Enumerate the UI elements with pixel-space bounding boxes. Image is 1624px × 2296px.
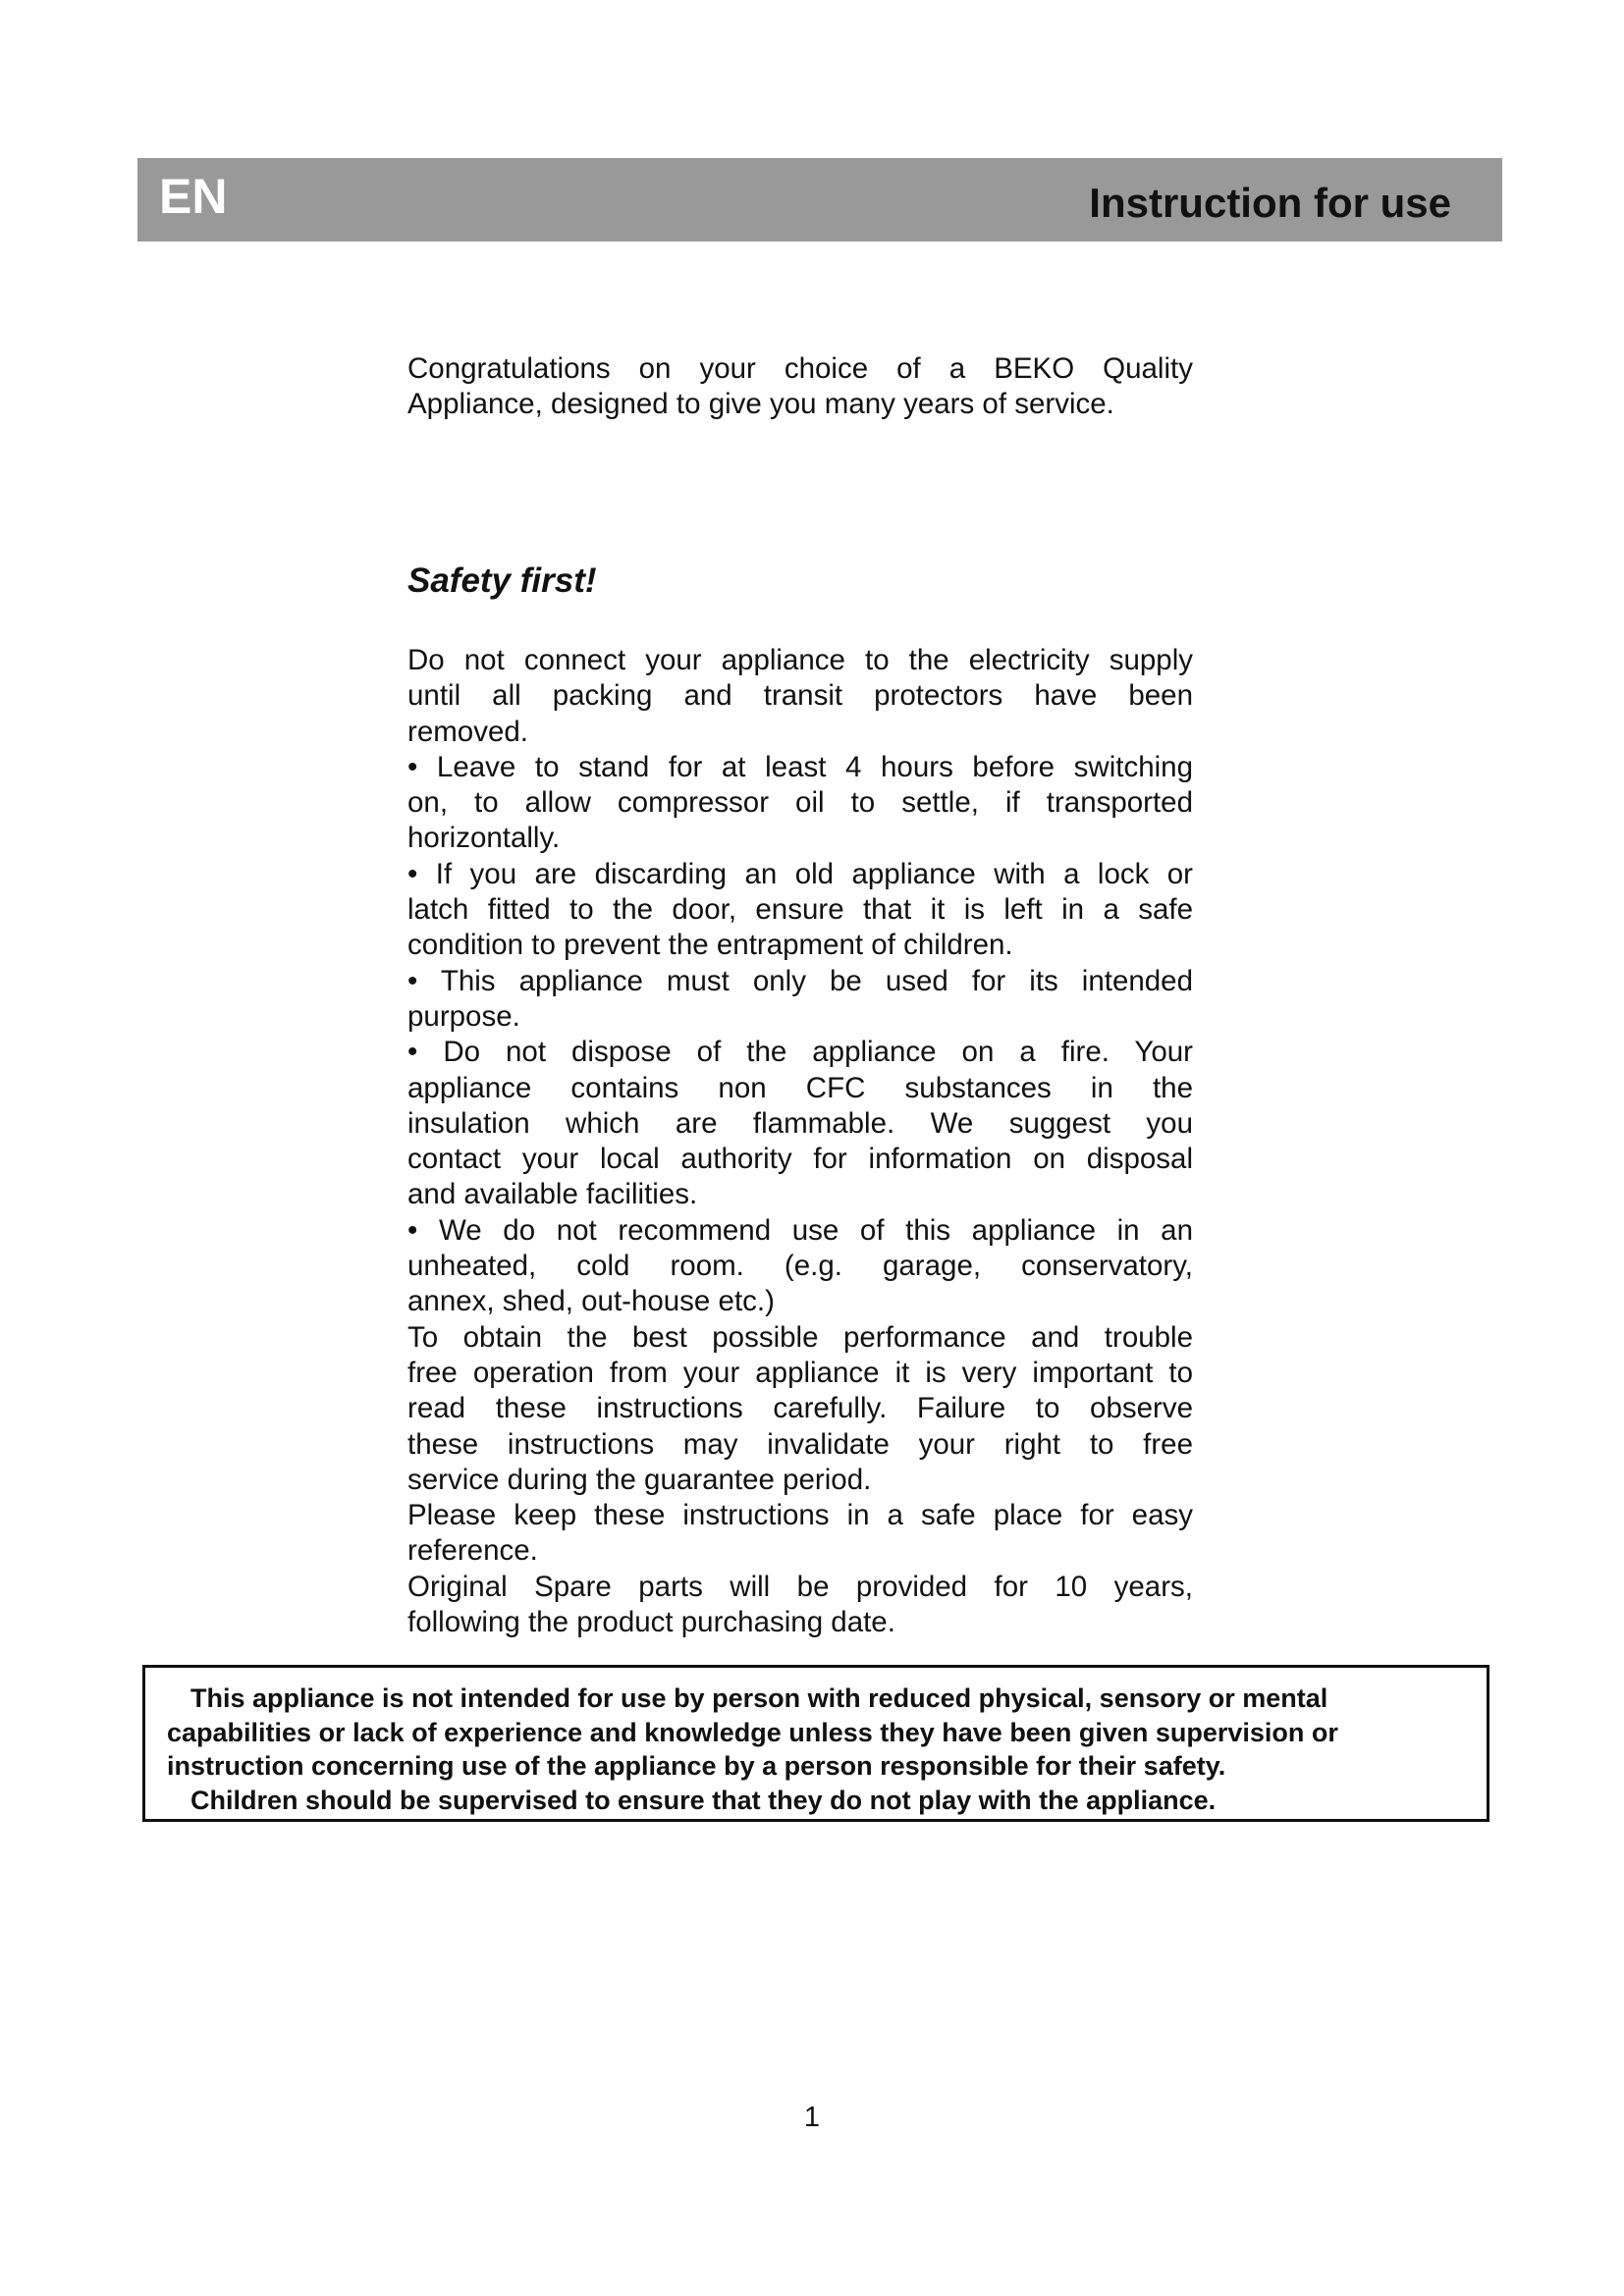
text-line: annex, shed, out-house etc.)	[407, 1285, 775, 1318]
document-title: Instruction for use	[1089, 180, 1451, 226]
safety-notice-box	[142, 1665, 1489, 1822]
text-line: contact your local authority for information on disposal	[407, 1143, 1193, 1176]
text-line: until all packing and transit protectors have been	[407, 679, 1193, 713]
intro-paragraph	[407, 351, 1193, 423]
notice-line: Children should be supervised to ensure that they do not play with the appliance.	[190, 1785, 1217, 1815]
text-line: • We do not recommend use of this appliance in an	[407, 1213, 1193, 1247]
safety-paragraph-performance	[407, 1320, 1193, 1498]
text-line: free operation from your appliance it is very important to	[407, 1356, 1193, 1389]
intro-line: Appliance, designed to give you many years of service.	[407, 388, 1114, 421]
safety-paragraph-keep-instructions	[407, 1498, 1193, 1570]
safety-heading: Safety first!	[407, 561, 597, 600]
notice-line: capabilities or lack of experience and knowledge unless they have been given supervision or	[167, 1717, 1338, 1747]
header-bar	[137, 158, 1502, 241]
notice-text	[167, 1682, 1467, 1817]
text-line: • This appliance must only be used for its intended	[407, 964, 1193, 997]
text-line: Original Spare parts will be provided for 10 years,	[407, 1570, 1193, 1603]
safety-paragraph-spare-parts	[407, 1570, 1193, 1641]
text-line: and available facilities.	[407, 1178, 698, 1211]
safety-bullet-fire	[407, 1035, 1193, 1212]
text-line: condition to prevent the entrapment of children.	[407, 929, 1013, 962]
safety-bullet-intended-purpose	[407, 964, 1193, 1036]
text-line: • Do not dispose of the appliance on a fire. Your	[407, 1036, 1193, 1069]
safety-bullet-discarding	[407, 857, 1193, 964]
intro-line: Congratulations on your choice of a BEKO Quality	[407, 352, 1193, 385]
text-line: reference.	[407, 1534, 538, 1568]
safety-paragraph-connect	[407, 643, 1193, 750]
text-line: • If you are discarding an old appliance with a lock or	[407, 857, 1193, 890]
text-line: purpose.	[407, 999, 520, 1033]
text-line: read these instructions carefully. Failure to observe	[407, 1392, 1193, 1425]
text-line: To obtain the best possible performance and trouble	[407, 1320, 1193, 1354]
text-line: service during the guarantee period.	[407, 1463, 872, 1496]
text-line: insulation which are flammable. We suggest you	[407, 1106, 1193, 1140]
text-line: Do not connect your appliance to the electricity supply	[407, 644, 1193, 676]
safety-body	[407, 643, 1193, 1640]
notice-line: This appliance is not intended for use by person with reduced physical, sensory or mental	[190, 1683, 1328, 1713]
safety-bullet-unheated-room	[407, 1213, 1193, 1320]
text-line: unheated, cold room. (e.g. garage, conservatory,	[407, 1250, 1193, 1283]
text-line: • Leave to stand for at least 4 hours before switching	[407, 750, 1193, 783]
text-line: removed.	[407, 715, 528, 748]
text-line: horizontally.	[407, 822, 561, 855]
text-line: latch fitted to the door, ensure that it is left in a safe	[407, 893, 1193, 927]
text-line: appliance contains non CFC substances in the	[407, 1071, 1193, 1104]
safety-bullet-leave-to-stand	[407, 750, 1193, 857]
notice-line: instruction concerning use of the appliance by a person responsible for their safety.	[167, 1751, 1226, 1781]
text-line: Please keep these instructions in a safe place for easy	[407, 1499, 1193, 1532]
text-line: these instructions may invalidate your right to free	[407, 1427, 1193, 1461]
text-line: following the product purchasing date.	[407, 1606, 895, 1639]
text-line: on, to allow compressor oil to settle, if transported	[407, 786, 1193, 820]
page-number: 1	[803, 2102, 821, 2133]
language-code: EN	[159, 169, 228, 224]
